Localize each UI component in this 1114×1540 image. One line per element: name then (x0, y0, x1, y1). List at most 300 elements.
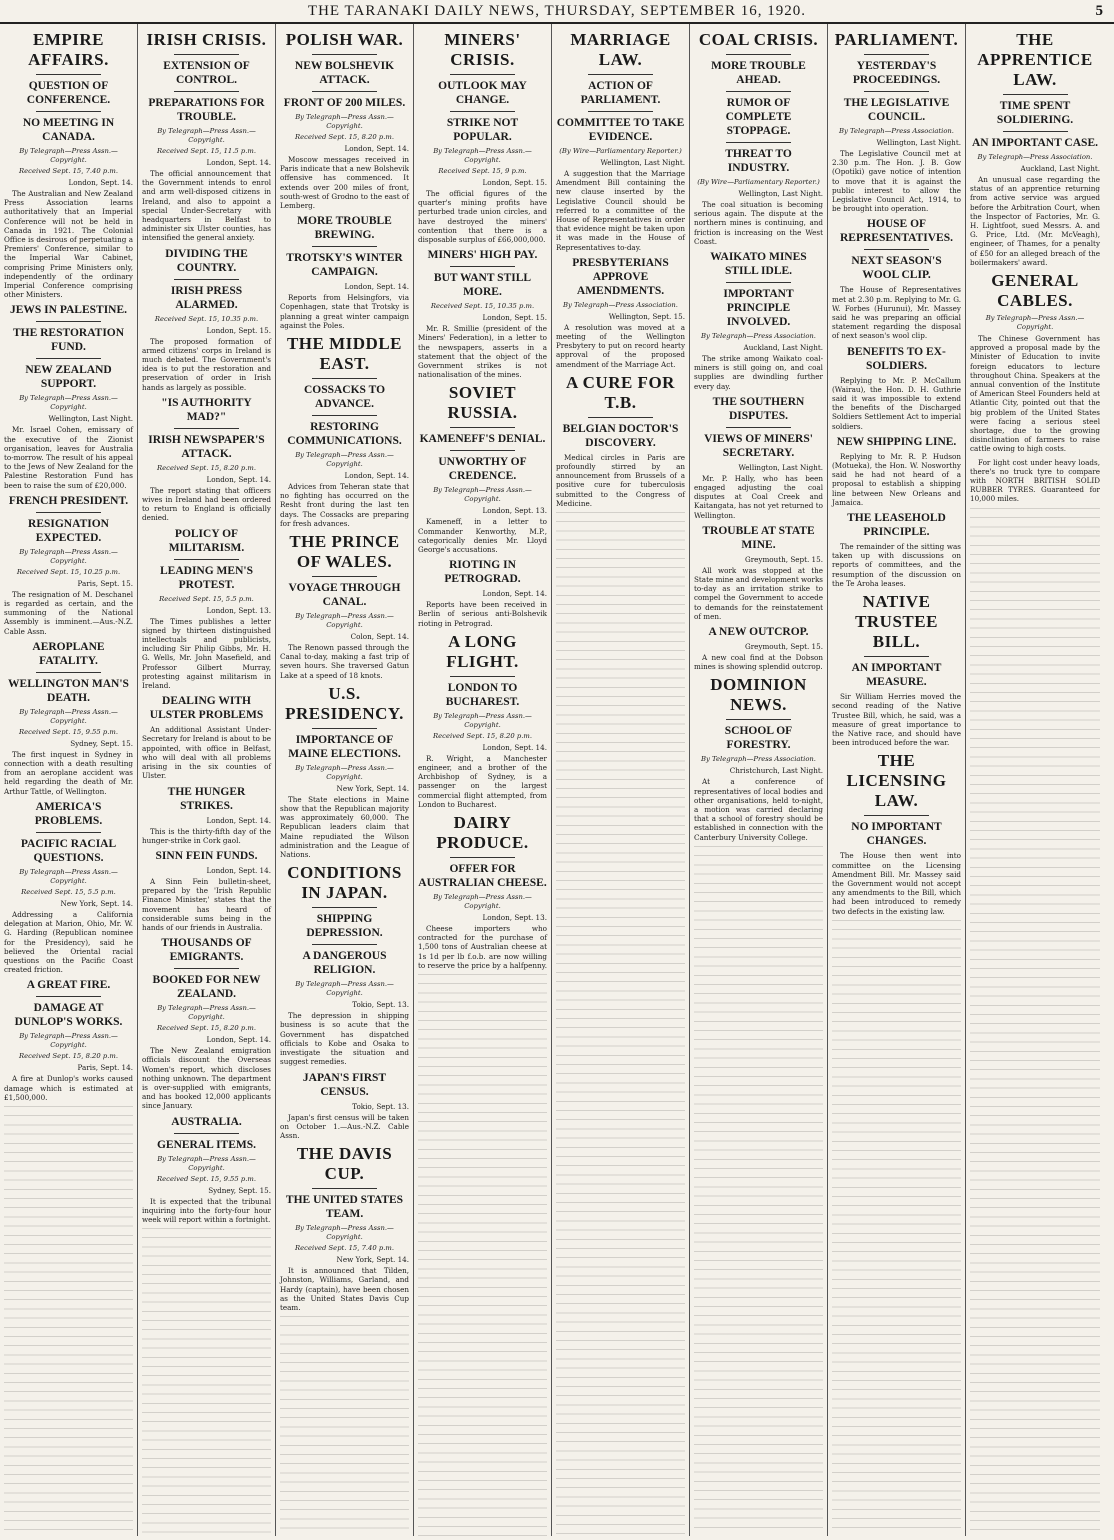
divider-rule (450, 74, 515, 75)
divider-rule (1003, 94, 1068, 95)
press-credit: By Telegraph—Press Assn.—Copyright. (19, 147, 118, 164)
article-headline: GENERAL CABLES. (991, 271, 1079, 311)
press-credit: By Telegraph—Press Assn.—Copyright. (433, 486, 532, 504)
article (280, 1071, 409, 1141)
press-credit: By Telegraph—Press Assn.—Copyright. (157, 127, 256, 144)
press-credit: By Telegraph—Press Association. (701, 755, 816, 764)
article-body: The New Zealand emigration officials discount the Overseas Women's report, which discloses nothing unknown. The department is over-supplied with emigrants, and has booked 12,000 applicants since January. (142, 1046, 271, 1111)
article (280, 214, 409, 330)
article-subheading: A NEW OUTCROP. (708, 626, 809, 639)
divider-rule (588, 417, 653, 418)
article-subheading: COMMITTEE TO TAKE EVIDENCE. (556, 117, 685, 143)
article-body: The proposed formation of armed citizens' corps in Ireland is much debated. The Government's idea is to put the restoration and preservation of order in Irish hands as largely as possible. (142, 336, 271, 392)
article-subheading: AMERICA'S PROBLEMS. (34, 800, 103, 827)
article-subheading: THOUSANDS OF EMIGRANTS. (161, 937, 252, 964)
divider-rule (864, 815, 929, 816)
body-text-lines (832, 920, 961, 1536)
article (832, 345, 961, 431)
article-subheading: MORE TROUBLE BREWING. (297, 215, 392, 242)
dateline: Colon, Sept. 14. (350, 632, 409, 642)
article-subheading: THE UNITED STATES TEAM. (285, 1194, 404, 1221)
article-body: A suggestion that the Marriage Amendment Bill containing the new clause inserted by the Legislative Council should be referred to a committee of the House of Representatives in order that evidence might be taken upon it was made in the House of Representatives to-day. (556, 169, 685, 252)
article (694, 625, 823, 671)
article-body: The depression in shipping business is so acute that the Government has dispatched officials to Kobe and Osaka to investigate the situation and suggest remedies. (280, 1011, 409, 1067)
article-subheading: RESTORING COMMUNICATIONS. (287, 421, 402, 448)
article-subheading: NEW BOLSHEVIK ATTACK. (294, 60, 395, 86)
article-subheading: AN IMPORTANT CASE. (971, 137, 1098, 149)
article-subheading: THE LEASEHOLD PRINCIPLE. (847, 512, 946, 539)
divider-rule (174, 279, 239, 280)
received-line: Received Sept. 15, 10.25 p.m. (16, 567, 121, 576)
article-subheading: TIME SPENT SOLDIERING. (996, 100, 1074, 126)
received-line: Received Sept. 15, 5.5 p.m. (159, 594, 254, 603)
dateline: Christchurch, Last Night. (729, 766, 823, 776)
dateline: Paris, Sept. 15. (77, 578, 133, 588)
received-line: Received Sept. 15, 11.5 p.m. (157, 147, 256, 155)
divider-rule (450, 111, 515, 112)
article-body: The Chinese Government has approved a proposal made by the Minister of Education to invite foreign educators to lecture throughout China. Speakers at the annual convention of the Institute of American Steel Founders held at Atlantic City, pointed out that the big problem of the United States were facing a serious steel shortage, due to the growing disinclination of farmers to raise cattle owing to high costs. (970, 334, 1100, 454)
dateline: Wellington, Last Night. (738, 462, 823, 472)
dateline: London, Sept. 14. (482, 589, 547, 599)
article-headline: DOMINION NEWS. (710, 675, 807, 715)
article-body: Sir William Herries moved the second reading of the Native Trustee Bill, which, he said, was a measure of great importance to the Native race, and should have been introduced before the war. (832, 692, 961, 748)
article-body: Replying to Mr. R. P. Hudson (Motueka), the Hon. W. Nosworthy said he had not heard of a proposal to establish a shipping line between New Orleans and Jamaica. (832, 451, 961, 507)
dateline: London, Sept. 14. (206, 158, 271, 167)
article-body: The resignation of M. Deschanel is regarded as certain, and the summoning of the National Assembly is imminent.—Aus.-N.Z. Cable Assn. (4, 589, 133, 636)
article-body: The official announcement that the Government intends to enrol and arm well-disposed citizens in Ireland, and also to appoint a special Under-Secretary with headquarters in Belfast to administer six Ulster counties, has intensified the general anxiety. (142, 169, 271, 243)
column-6 (690, 24, 828, 1536)
divider-rule (174, 559, 239, 560)
dateline: London, Sept. 14. (482, 742, 547, 752)
received-line: Received Sept. 15, 7.40 p.m. (19, 167, 118, 175)
press-credit: By Telegraph—Press Assn.—Copyright. (19, 1032, 118, 1050)
article-body: The report stating that officers wives in Ireland had been ordered to return to England is officially denied. (142, 485, 271, 523)
article-subheading: IMPORTANCE OF MAINE ELECTIONS. (288, 733, 401, 760)
divider-rule (36, 672, 101, 673)
article-subheading: SCHOOL OF FORESTRY. (724, 725, 793, 752)
received-line: Received Sept. 15, 8.20 p.m. (157, 1024, 256, 1033)
press-credit: (By Wire—Parliamentary Reporter.) (559, 147, 682, 155)
article-subheading: MINERS' HIGH PAY. (427, 249, 538, 262)
article-subheading: GENERAL ITEMS. (156, 1138, 257, 1151)
article-subheading: BENEFITS TO EX-SOLDIERS. (847, 345, 946, 372)
divider-rule (450, 857, 515, 858)
article-subheading: COSSACKS TO ADVANCE. (303, 384, 386, 411)
press-credit: By Telegraph—Press Assn.—Copyright. (19, 707, 118, 725)
received-line: Received Sept. 15, 8.20 p.m. (19, 1052, 118, 1061)
article-subheading: IRISH PRESS ALARMED. (170, 284, 243, 311)
article-headline: A CURE FOR T.B. (566, 372, 675, 412)
article (142, 1115, 271, 1225)
article-body: The strike among Waikato coal-miners is still going on, and coal supplies are dwindling further every day. (694, 354, 823, 391)
article-subheading: NO IMPORTANT CHANGES. (851, 821, 942, 848)
article-subheading: DEALING WITH ULSTER PROBLEMS (149, 695, 264, 722)
article-subheading: IRISH NEWSPAPER'S ATTACK. (148, 433, 265, 460)
article-subheading: YESTERDAY'S PROCEEDINGS. (852, 60, 941, 86)
article (832, 435, 961, 507)
article-body: It is announced that Tilden, Johnston, Williams, Garland, and Hardy (captain), have been chosen as the United States Davis Cup team. (280, 1266, 409, 1312)
article-body: Advices from Teheran state that no fighting has occurred on the Resht front during the last ten days. The Cossacks are preparing for fresh advances. (280, 482, 409, 528)
article (556, 373, 685, 508)
article-subheading: A DANGEROUS RELIGION. (302, 950, 387, 977)
article (556, 256, 685, 369)
divider-rule (174, 968, 239, 969)
dateline: Wellington, Last Night. (876, 138, 961, 147)
press-credit: By Telegraph—Press Assn.—Copyright. (295, 1224, 394, 1242)
divider-rule (450, 450, 515, 451)
received-line: Received Sept. 15, 8.20 p.m. (295, 133, 394, 141)
received-line: Received Sept. 15, 8.20 p.m. (433, 731, 532, 740)
column-5 (552, 24, 690, 1536)
dateline: Greymouth, Sept. 15. (744, 642, 823, 652)
article-body: Cheese importers who contracted for the purchase of 1,500 tons of Australian cheese at 1s 1d per lb f.o.b. are now willing to reserve the price by a halfpenny. (418, 924, 548, 970)
article-subheading: KAMENEFF'S DENIAL. (419, 433, 546, 446)
article-headline: MARRIAGE LAW. (570, 30, 671, 69)
article (694, 524, 823, 621)
article-subheading: SINN FEIN FUNDS. (155, 849, 258, 862)
divider-rule (174, 1133, 239, 1134)
article-subheading: NEXT SEASON'S WOOL CLIP. (851, 255, 942, 282)
dateline: Sydney, Sept. 15. (70, 738, 133, 748)
article (970, 271, 1100, 454)
dateline: Tokio, Sept. 13. (352, 1000, 409, 1010)
article-subheading: OFFER FOR AUSTRALIAN CHEESE. (418, 863, 547, 890)
article (280, 684, 409, 859)
article-subheading: BUT WANT STILL MORE. (433, 272, 532, 299)
article (142, 247, 271, 392)
article-headline: EMPIRE AFFAIRS. (28, 30, 109, 69)
divider-rule (312, 728, 377, 729)
article-body: R. Wright, a Manchester engineer, and a brother of the Archbishop of Sydney, is a passenger on the largest commercial flight attempted, from London to Bucharest. (418, 753, 547, 809)
article-subheading: VIEWS OF MINERS' SECRETARY. (704, 432, 813, 459)
article (280, 1144, 409, 1312)
received-line: Received Sept. 15, 10.35 p.m. (430, 302, 535, 311)
body-text-lines (556, 512, 685, 1536)
article (4, 494, 133, 636)
press-credit: By Telegraph—Press Assn.—Copyright. (433, 711, 532, 729)
article-body: Mr. Israel Cohen, emissary of the executive of the Zionist organisation, leaves for Australia to-morrow. The result of his appeal to the Jews of New Zealand for the Palestine Restoration Fund has been to raise the sum of £20,000. (4, 425, 133, 490)
article-subheading: THE SOUTHERN DISPUTES. (712, 395, 805, 422)
press-credit: By Telegraph—Press Assn.—Copyright. (157, 1154, 256, 1172)
article-body: Mr. R. Smillie (president of the Miners' Federation), in a letter to the newspapers, asserts in a statement that the object of the Government strikes is not nationalisation of the mines. (418, 324, 547, 380)
dateline: London, Sept. 15. (482, 178, 547, 187)
article-body: Addressing a California delegation at Marion, Ohio, Mr. W. G. Harding (Republican nominee for the Presidency), said he believed the Oriental racial questions on the Pacific Coast created friction. (4, 909, 133, 975)
dateline: Wellington, Last Night. (48, 414, 133, 424)
divider-rule (174, 54, 239, 55)
article-subheading: SHIPPING DEPRESSION. (306, 913, 383, 940)
body-text-lines (694, 846, 823, 1536)
article (418, 30, 547, 244)
article-body: Reports from Helsingfors, via Copenhagen, state that Trotsky is planning a great winter campaign against the Poles. (280, 293, 409, 330)
divider-rule (312, 415, 377, 416)
dateline: London, Sept. 13. (206, 605, 271, 615)
press-credit: By Telegraph—Press Assn.—Copyright. (157, 1004, 256, 1022)
article-subheading: LEADING MEN'S PROTEST. (160, 564, 253, 591)
received-line: Received Sept. 15, 9.55 p.m. (157, 1174, 256, 1183)
received-line: Received Sept. 15, 9.55 p.m. (19, 727, 118, 736)
article-subheading: ACTION OF PARLIAMENT. (580, 80, 661, 106)
press-credit: By Telegraph—Press Association. (701, 332, 816, 341)
divider-rule (864, 91, 929, 92)
article (694, 250, 823, 391)
article-body: A Sinn Fein bulletin-sheet, prepared by the 'Irish Republic Finance Minister,' states that the movement has heard of considerable sums being in the hands of our friends in Australia. (142, 876, 271, 932)
article (280, 334, 409, 528)
column-7 (828, 24, 966, 1536)
article-headline: IRISH CRISIS. (146, 30, 267, 49)
dateline: London, Sept. 13. (482, 506, 547, 516)
article-body: The Australian and New Zealand Press Association learns authoritatively that an Imperial Conference will not be held in Canada in 1921. The Colonial Office is desirous of perpetuating a Premiers' Conference, similar to the Imperial War Cabinet, comprising Prime Ministers only, independently of the ordinary Imperial Conference comprising other Ministers. (4, 189, 133, 300)
article-subheading: STRIKE NOT POPULAR. (446, 117, 519, 143)
article-body: At a conference of representatives of local bodies and other organisations, held to-night, a motion was carried declaring that a school of forestry should be established in connection with the Canterbury University College. (694, 777, 823, 842)
article-headline: SOVIET RUSSIA. (447, 383, 518, 423)
dateline: Wellington, Last Night. (600, 158, 685, 167)
article-subheading: UNWORTHY OF CREDENCE. (438, 456, 527, 483)
body-text-lines (970, 508, 1100, 1536)
press-credit: By Telegraph—Press Assn.—Copyright. (19, 394, 118, 412)
article-subheading: RIOTING IN PETROGRAD. (444, 559, 521, 586)
article-subheading: FRENCH PRESIDENT. (8, 494, 129, 507)
article-headline: NATIVE TRUSTEE BILL. (855, 592, 938, 652)
article (418, 383, 547, 554)
article-subheading: NEW ZEALAND SUPPORT. (25, 364, 112, 391)
divider-rule (36, 512, 101, 513)
dateline: London, Sept. 15. (482, 313, 547, 323)
article-headline: THE APPRENTICE LAW. (977, 30, 1093, 89)
article-subheading: IMPORTANT PRINCIPLE INVOLVED. (723, 288, 794, 329)
divider-rule (864, 54, 929, 55)
press-credit: By Telegraph—Press Association. (839, 127, 954, 135)
article-body: The House then went into committee on the Licensing Amendment Bill. Mr. Massey said the Government would not accept any amendments to the Bill, which had been introduced to remedy two defects in the existing law. (832, 851, 961, 916)
divider-rule (312, 91, 377, 92)
dateline: London, Sept. 15. (206, 325, 271, 335)
divider-rule (312, 1188, 377, 1189)
press-credit: By Telegraph—Press Assn.—Copyright. (295, 451, 394, 469)
article-body: The House of Representatives met at 2.30 p.m. Replying to Mr. G. W. Forbes (Hurunui), Mr. Massey said he was preparing an official statement regarding the disposal of next season's wool clip. (832, 285, 961, 341)
article-body: Mr. P. Hally, who has been engaged adjusting the coal disputes at Coal Creek and Kaitangata, has not yet returned to Wellington. (694, 473, 823, 520)
divider-rule (312, 944, 377, 945)
article-subheading: WAIKATO MINES STILL IDLE. (710, 251, 807, 278)
article-subheading: PREPARATIONS FOR TROUBLE. (148, 97, 265, 123)
press-credit: By Telegraph—Press Assn.—Copyright. (295, 980, 394, 998)
received-line: Received Sept. 15, 9 p.m. (438, 167, 527, 175)
article-headline: THE MIDDLE EAST. (286, 334, 403, 374)
dateline: London, Sept. 14. (344, 282, 409, 292)
article (142, 936, 271, 1110)
article-subheading: AUSTRALIA. (171, 1115, 242, 1128)
article-headline: PARLIAMENT. (834, 30, 959, 49)
article-body: An unusual case regarding the status of an apprentice returning from active service was argued before the Arbitration Court, when the Inspector of Factories, Mr. G. H. Lightfoot, sued Messrs. A. and G. Price, Ltd. (Mr. McVeagh), engineer, of Thames, for a penalty of £50 for an alleged breach of the boilermakers' award. (970, 175, 1100, 267)
dateline: London, Sept. 14. (206, 815, 271, 825)
article (694, 395, 823, 520)
divider-rule (312, 576, 377, 577)
article-body: The first inquest in Sydney in connection with a death resulting from an aeroplane accident was held regarding the death of Mr. Arthur Tattle, of Wellington. (4, 749, 133, 796)
article-subheading: JAPAN'S FIRST CENSUS. (302, 1071, 387, 1098)
masthead (0, 0, 1114, 24)
article-body: The remainder of the sitting was taken up with discussions on reports of committees, and the resumption of the discussion on the Te Aroha leases. (832, 542, 961, 588)
article (418, 632, 547, 809)
divider-rule (450, 427, 515, 428)
article-body: The Times publishes a letter signed by thirteen distinguished intellectuals and publicists, including Sir Philip Gibbs, Mr. H. G. Wells, Mr. John Masefield, and Professor Gilbert Murray, protesting against militarism in Ireland. (142, 616, 271, 691)
article-headline: CONDITIONS IN JAPAN. (287, 863, 402, 903)
dateline: London, Sept. 14. (206, 474, 271, 484)
divider-rule (312, 907, 377, 908)
article-body: The official figures of the quarter's mining profits have perturbed trade union circles, and have destroyed the miners' contention that there is a disposable surplus of £66,000,000. (418, 189, 547, 245)
article (4, 640, 133, 796)
article-body: The State elections in Maine show that the Republican majority was approximately 60,000. The Republican leaders claim that Maine repudiated the Wilson administration and the League of Nations. (280, 794, 409, 860)
dateline: London, Sept. 14. (344, 144, 409, 153)
press-credit: By Telegraph—Press Assn.—Copyright. (295, 763, 394, 781)
dateline: London, Sept. 14. (206, 865, 271, 875)
article-subheading: DIVIDING THE COUNTRY. (165, 247, 248, 274)
article-subheading: TROUBLE AT STATE MINE. (702, 524, 815, 551)
column-3 (276, 24, 414, 1536)
received-line: Received Sept. 15, 10.35 p.m. (154, 314, 259, 323)
article-subheading: QUESTION OF CONFERENCE. (26, 80, 111, 106)
article-body: An additional Assistant Under-Secretary for Ireland is about to be appointed, with office in Belfast, who will deal with all problems arising in the six counties of Ulster. (142, 725, 271, 781)
dateline: London, Sept. 14. (344, 471, 409, 481)
column-4 (414, 24, 552, 1536)
article-subheading: JEWS IN PALESTINE. (9, 304, 128, 317)
body-text-lines (418, 974, 547, 1536)
dateline: New York, Sept. 14. (60, 898, 133, 908)
newspaper-title: THE TARANAKI DAILY NEWS, THURSDAY, SEPTEMBER 16, 1920. (307, 2, 807, 19)
article (4, 800, 133, 974)
article (832, 30, 961, 213)
article (418, 558, 547, 628)
article-body: Medical circles in Paris are profoundly stirred by an announcement from Brussels of a positive cure for tuberculosis submitted to the Congress of Medicine. (556, 452, 685, 508)
article-subheading: WELLINGTON MAN'S DEATH. (8, 677, 129, 704)
press-credit: By Telegraph—Press Assn.—Copyright. (19, 867, 118, 885)
article-subheading: PRESBYTERIANS APPROVE AMENDMENTS. (572, 256, 669, 297)
divider-rule (450, 266, 515, 267)
article (280, 532, 409, 680)
article (832, 217, 961, 340)
article-subheading: POLICY OF MILITARISM. (168, 527, 245, 554)
article-headline: THE PRINCE OF WALES. (289, 532, 400, 572)
dateline: New York, Sept. 14. (336, 783, 409, 793)
article-headline: DAIRY PRODUCE. (436, 813, 529, 853)
article-body: Moscow messages received in Paris indicate that a new Bolshevik offensive has commenced. It extends over 200 miles of front, south-west of Grodno to the east of Lemberg. (280, 155, 409, 211)
divider-rule (36, 74, 101, 75)
article (832, 592, 961, 747)
divider-rule (312, 54, 377, 55)
dateline: Wellington, Last Night. (738, 189, 823, 198)
dateline: Auckland, Last Night. (1020, 164, 1100, 173)
divider-rule (726, 54, 791, 55)
article-headline: A LONG FLIGHT. (446, 631, 519, 671)
press-credit: By Telegraph—Press Assn.—Copyright. (19, 547, 118, 565)
article-subheading: OUTLOOK MAY CHANGE. (438, 80, 527, 106)
article (832, 511, 961, 588)
article-body: A new coal find at the Dobson mines is showing splendid outcrop. (694, 653, 823, 672)
article-subheading: EXTENSION OF CONTROL. (163, 60, 250, 86)
column-1 (0, 24, 138, 1536)
divider-rule (174, 91, 239, 92)
article-subheading: NO MEETING IN CANADA. (22, 117, 115, 143)
article-headline: COAL CRISIS. (698, 30, 819, 49)
article-subheading: AEROPLANE FATALITY. (32, 640, 105, 667)
article (280, 863, 409, 1066)
article (142, 30, 271, 243)
article (418, 813, 547, 970)
press-credit: (By Wire—Parliamentary Reporter.) (697, 178, 820, 186)
article (4, 978, 133, 1102)
article (694, 675, 823, 841)
dateline: Sydney, Sept. 15. (208, 1185, 271, 1195)
article-body: Japan's first census will be taken on October 1.—Aus.-N.Z. Cable Assn. (280, 1112, 409, 1140)
article-headline: MINERS' CRISIS. (444, 30, 521, 69)
article-headline: THE DAVIS CUP. (296, 1144, 393, 1184)
received-line: Received Sept. 15, 7.40 p.m. (295, 1244, 394, 1253)
divider-rule (312, 246, 377, 247)
article-body: For light cost under heavy loads, there's no truck tyre to compare with NORTH BRITISH SOLID RUBBER TYRES. Guaranteed for 10,000 miles. (970, 457, 1100, 504)
divider-rule (1003, 131, 1068, 132)
body-text-lines (280, 1316, 409, 1536)
article (556, 30, 685, 252)
divider-rule (726, 282, 791, 283)
dateline: London, Sept. 13. (482, 913, 547, 923)
article-subheading: LONDON TO BUCHAREST. (445, 681, 520, 708)
article-body: This is the thirty-fifth day of the hunger-strike in Cork gaol. (142, 826, 271, 845)
dateline: Greymouth, Sept. 15. (744, 554, 823, 564)
article-subheading: A GREAT FIRE. (26, 979, 111, 992)
body-text-lines (142, 1228, 271, 1536)
article-body: The Legislative Council met at 2.30 p.m. The Hon. J. B. Gow (Opotiki) gave notice of intention to move that it is against the public interest to allow the Legislative Council Act, 1914, to be brought into operation. (832, 149, 961, 214)
column-8 (966, 24, 1104, 1536)
article (142, 527, 271, 691)
article-subheading: RESIGNATION EXPECTED. (28, 517, 109, 544)
newspaper-columns (0, 24, 1114, 1536)
dateline: New York, Sept. 14. (336, 1255, 409, 1265)
article-body: The coal situation is becoming serious again. The dispute at the northern mines is continuing, and friction is increasing on the West Coast. (694, 200, 823, 246)
page-number: 5 (1095, 2, 1104, 19)
divider-rule (312, 378, 377, 379)
divider-rule (726, 427, 791, 428)
article (142, 694, 271, 780)
divider-rule (36, 996, 101, 997)
article-headline: POLISH WAR. (285, 30, 404, 49)
article-body: A fire at Dunlop's works caused damage which is estimated at £1,500,000. (4, 1074, 133, 1102)
article-subheading: THE LEGISLATIVE COUNCIL. (843, 97, 950, 123)
column-2 (138, 24, 276, 1536)
article-body: Replying to Mr. P. McCallum (Wairau), the Hon. D. H. Guthrie said it was impossible to extend the benefits of the Discharged Soldiers Settlement Act to imperial soldiers. (832, 375, 961, 431)
dateline: London, Sept. 14. (206, 1035, 271, 1045)
article-body: A resolution was moved at a meeting of the Wellington Presbytery to put on record hearty approval of the proposed amendment of the Marriage Act. (556, 322, 685, 369)
dateline: Tokio, Sept. 13. (352, 1101, 409, 1111)
dateline: Paris, Sept. 14. (77, 1063, 133, 1073)
article (418, 248, 547, 379)
article-subheading: PACIFIC RACIAL QUESTIONS. (20, 837, 117, 864)
article-subheading: FRONT OF 200 MILES. (283, 97, 406, 109)
press-credit: By Telegraph—Press Assn.—Copyright. (433, 893, 532, 911)
divider-rule (36, 832, 101, 833)
divider-rule (36, 111, 101, 112)
article-body: The Renown passed through the Canal to-day, making a fast trip of seven hours. She traversed Gatun Lake at a speed of 18 knots. (280, 643, 409, 680)
divider-rule (726, 91, 791, 92)
article-headline: THE LICENSING LAW. (846, 751, 947, 811)
article-body: Kameneff, in a letter to Commander Kenworthy, M.P., categorically denies Mr. Lloyd George's accusations. (418, 517, 547, 555)
article-subheading: "IS AUTHORITY MAD?" (161, 396, 252, 423)
article-subheading: VOYAGE THROUGH CANAL. (288, 582, 401, 609)
article-subheading: THREAT TO INDUSTRY. (725, 148, 792, 174)
body-text-lines (4, 1106, 133, 1536)
article (280, 30, 409, 210)
article (832, 751, 961, 915)
press-credit: By Telegraph—Press Association. (563, 300, 678, 309)
article-subheading: AN IMPORTANT MEASURE. (851, 662, 942, 689)
divider-rule (36, 321, 101, 322)
divider-rule (36, 358, 101, 359)
